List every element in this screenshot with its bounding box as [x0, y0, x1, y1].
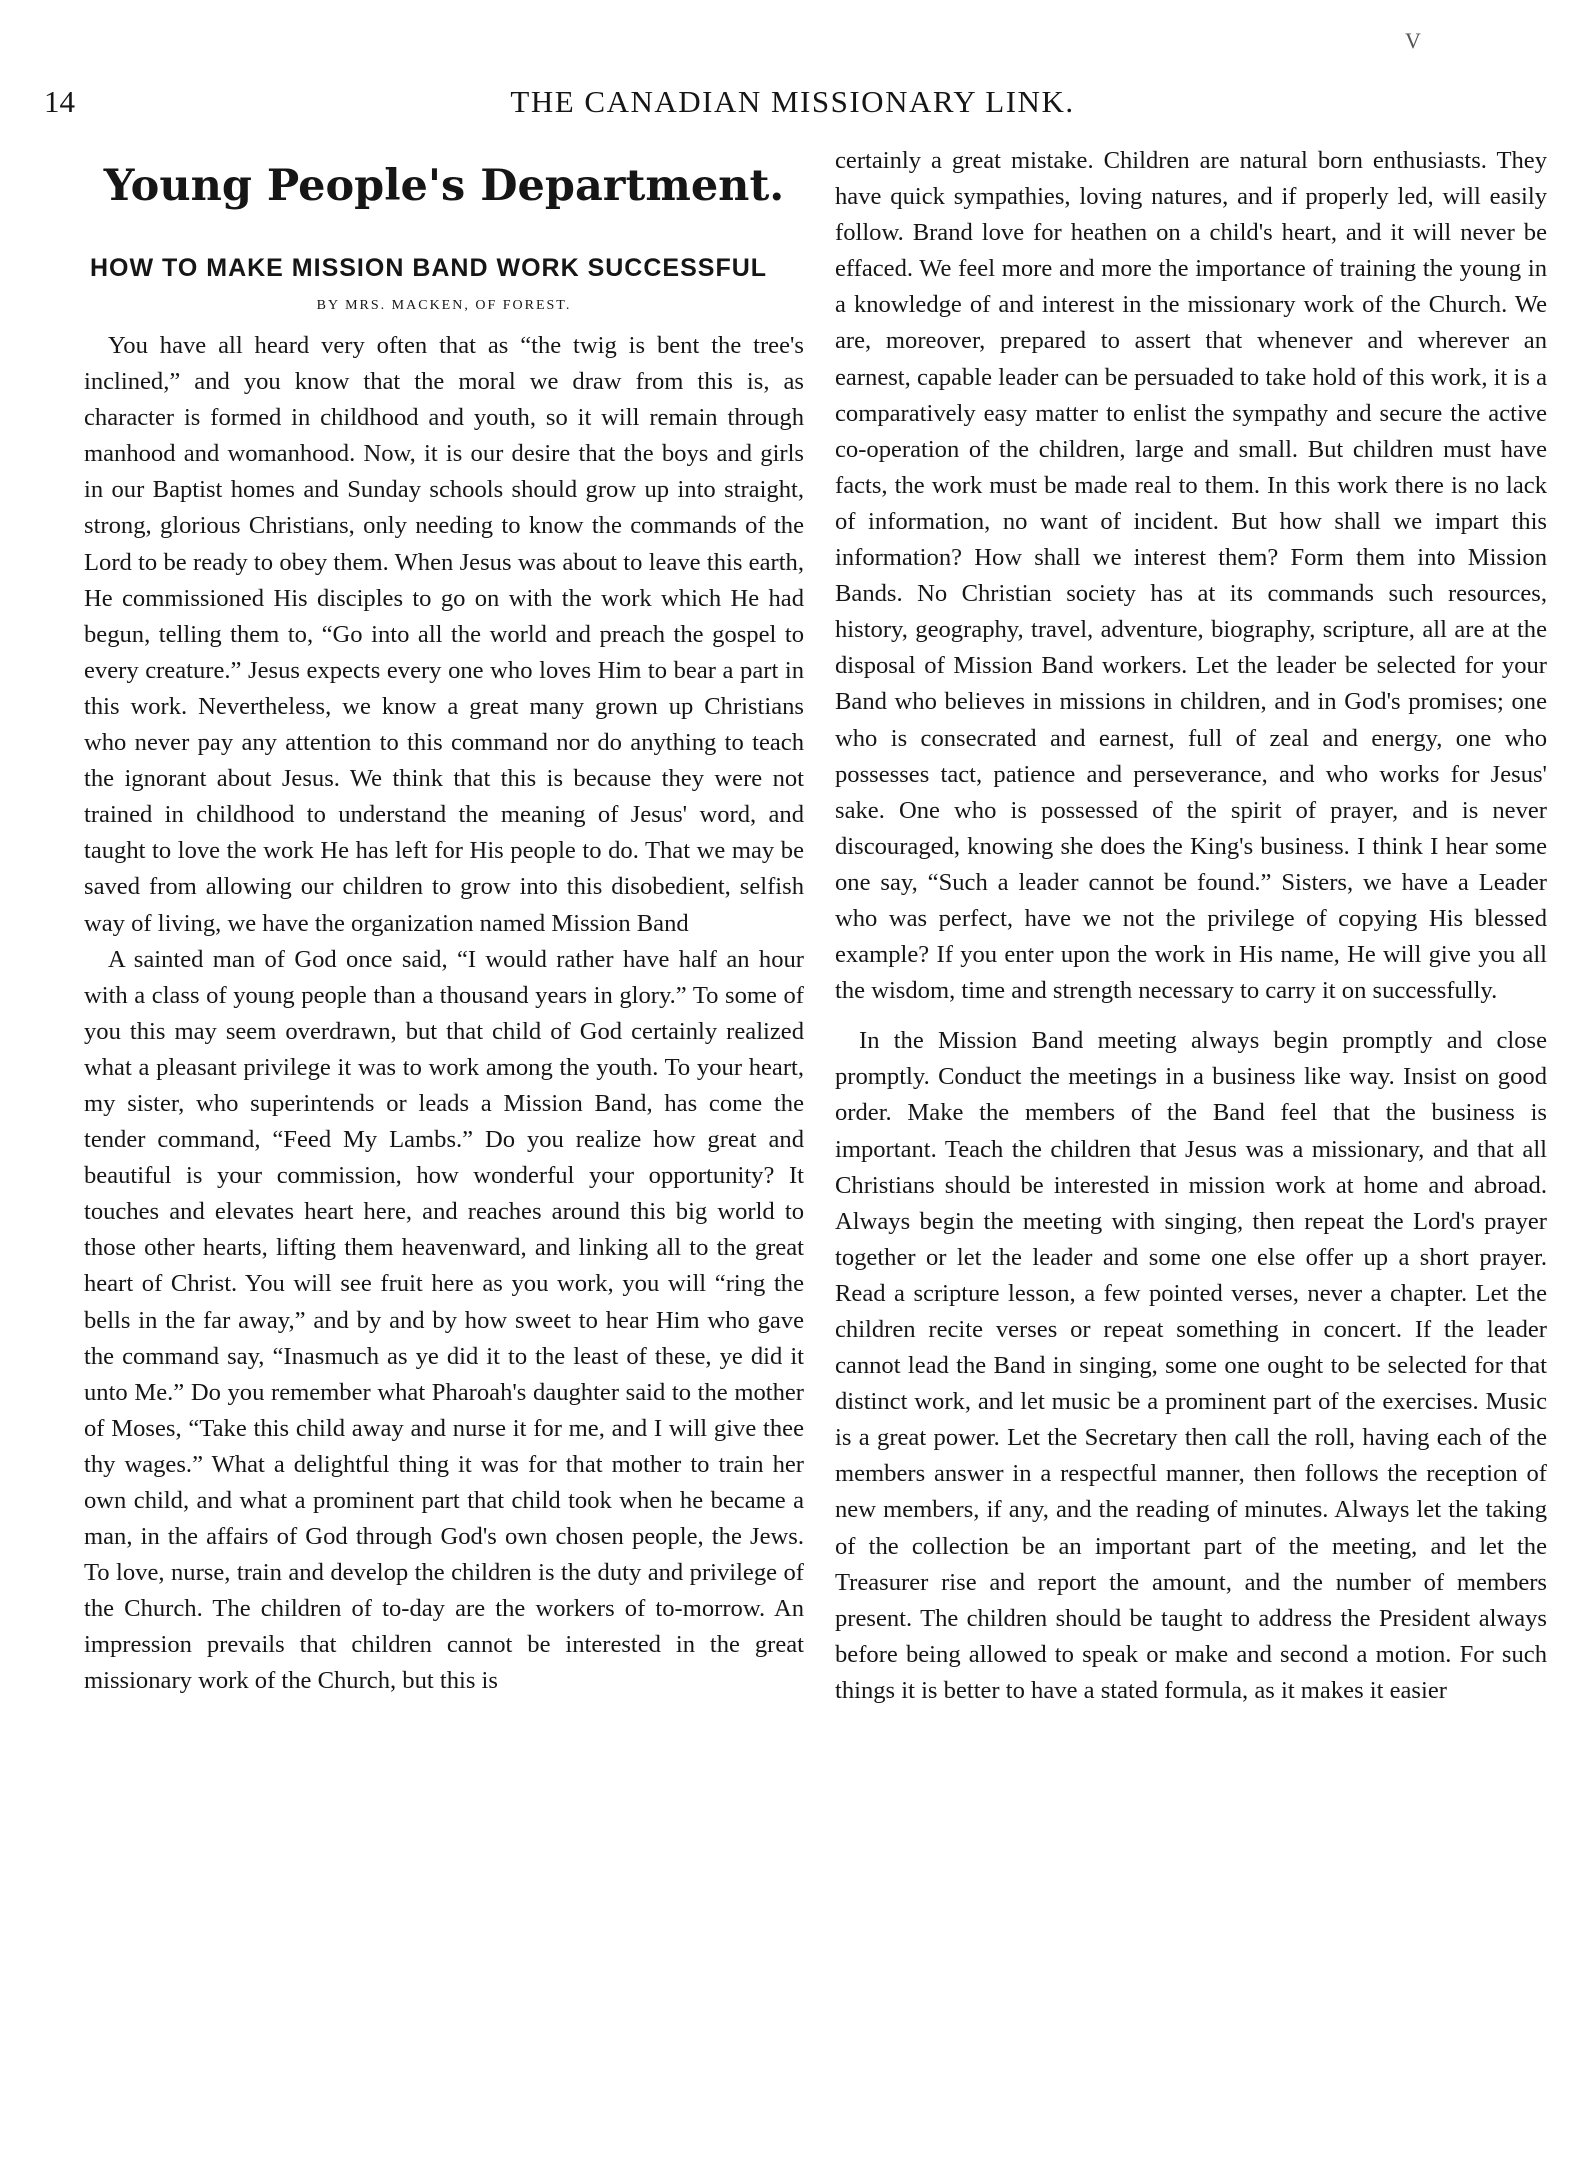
left-column — [84, 150, 804, 1700]
body-paragraph: certainly a great mistake. Children are natural born enthusiasts. They have quick sympathies, loving natures, and if properly led, will easily follow. Brand love for heathen on a child's heart, and it will never be effaced. We feel more and more the importance of training the young in a knowledge of and interest in the missionary work of the Church. We are, moreover, prepared to assert that whenever and wherever an earnest, capable leader can be persuaded to take hold of this work, it is a comparatively easy matter to enlist the sympathy and secure the active co-operation of the children, large and small. But children must have facts, the work must be made real to them. In this work there is no lack of information, no want of incident. But how shall we impart this information? How shall we interest them? Form them into Mission Bands. No Christian society has at its commands such resources, history, geography, travel, adventure, biography, scripture, all are at the disposal of Mission Band workers. Let the leader be selected for your Band who believes in missions in children, and in God's promises; one who is consecrated and earnest, full of zeal and energy, one who possesses tact, patience and perseverance, and who works for Jesus' sake. One who is possessed of the spirit of prayer, and is never discouraged, knowing she does the King's business. I think I hear some one say, “Such a leader cannot be found.” Sisters, we have a Leader who was perfect, have we not the privilege of copying His blessed example? If you enter upon the work in His name, He will give you all the wisdom, time and strength necessary to carry it on successfully. — [835, 147, 1547, 1005]
body-paragraph: A sainted man of God once said, “I would rather have half an hour with a class of young people than a thousand years in glory.” To some of you this may seem overdrawn, but that child of God certainly realized what a pleasant privilege it was to work among the youth. To your heart, my sister, who superintends or leads a Mission Band, has come the tender command, “Feed My Lambs.” Do you realize how great and beautiful is your commission, how wonderful your opportunity? It touches and elevates heart here, and reaches around this big world to those other hearts, lifting them heavenward, and linking all to the great heart of Christ. You will see fruit here as you work, you will “ring the bells in the far away,” and by and by how sweet to hear Him who gave the command say, “Inasmuch as ye did it to the least of these, ye did it unto Me.” Do you remember what Pharoah's daughter said to the mother of Moses, “Take this child away and nurse it for me, and I will give thee thy wages.” What a delightful thing it was for that mother to train her own child, and what a prominent part that child took when he became a man, in the affairs of God through God's own chosen people, the Jews. To love, nurse, train and develop the children is the duty and privilege of the Church. The children of to-day are the workers of to-morrow. An impression prevails that children cannot be interested in the great missionary work of the Church, but this is — [84, 945, 804, 1695]
article-title: HOW TO MAKE MISSION BAND WORK SUCCESSFUL — [90, 254, 768, 282]
body-paragraph: In the Mission Band meeting always begin promptly and close promptly. Conduct the meetings in a business like way. Insist on good order. Make the members of the Band feel that the business is important. Teach the children that Jesus was a missionary, and that all Christians should be interested in mission work at home and abroad. Always begin the meeting with singing, then repeat the Lord's prayer together or let the leader and some one else offer up a short prayer. Read a scripture lesson, a few pointed verses, never a chapter. Let the children recite verses or repeat something in concert. If the leader cannot lead the Band in singing, some one ought to be selected for that distinct work, and let music be a prominent part of the exercises. Music is a great power. Let the Secretary then call the roll, having each of the members answer in a respectful manner, then follows the reception of new members, if any, and the reading of minutes. Always let the taking of the collection be an important part of the meeting, and let the Treasurer rise and report the amount, and the number of members present. The children should be taught to address the President always before being allowed to speak or make and second a motion. For such things it is better to have a stated formula, as it makes it easier — [835, 1027, 1547, 1704]
body-paragraph: You have all heard very often that as “the twig is bent the tree's inclined,” and you know that the moral we draw from this is, as character is formed in childhood and youth, so it will remain through manhood and womanhood. Now, it is our desire that the boys and girls in our Baptist homes and Sunday schools should grow up into straight, strong, glorious Christians, only needing to know the commands of the Lord to be ready to obey them. When Jesus was about to leave this earth, He commissioned His disciples to go on with the work which He had begun, telling them to, “Go into all the world and preach the gospel to every creature.” Jesus expects every one who loves Him to bear a part in this work. Nevertheless, we know a great many grown up Christians who never pay any attention to this command nor do anything to teach the ignorant about Jesus. We think that this is because they were not trained in childhood to understand the meaning of Jesus' word, and taught to love the work He has left for His people to do. That we may be saved from allowing our children to grow into this disobedient, selfish way of living, we have the organization named Mission Band — [84, 332, 804, 937]
department-title: Young People's Department. — [103, 161, 785, 211]
right-column — [835, 143, 1547, 1709]
corner-mark: V — [1405, 28, 1421, 53]
article-byline: BY MRS. MACKEN, OF FOREST. — [316, 298, 572, 313]
page-number: 14 — [44, 84, 75, 119]
running-title: THE CANADIAN MISSIONARY LINK. — [510, 84, 1075, 119]
